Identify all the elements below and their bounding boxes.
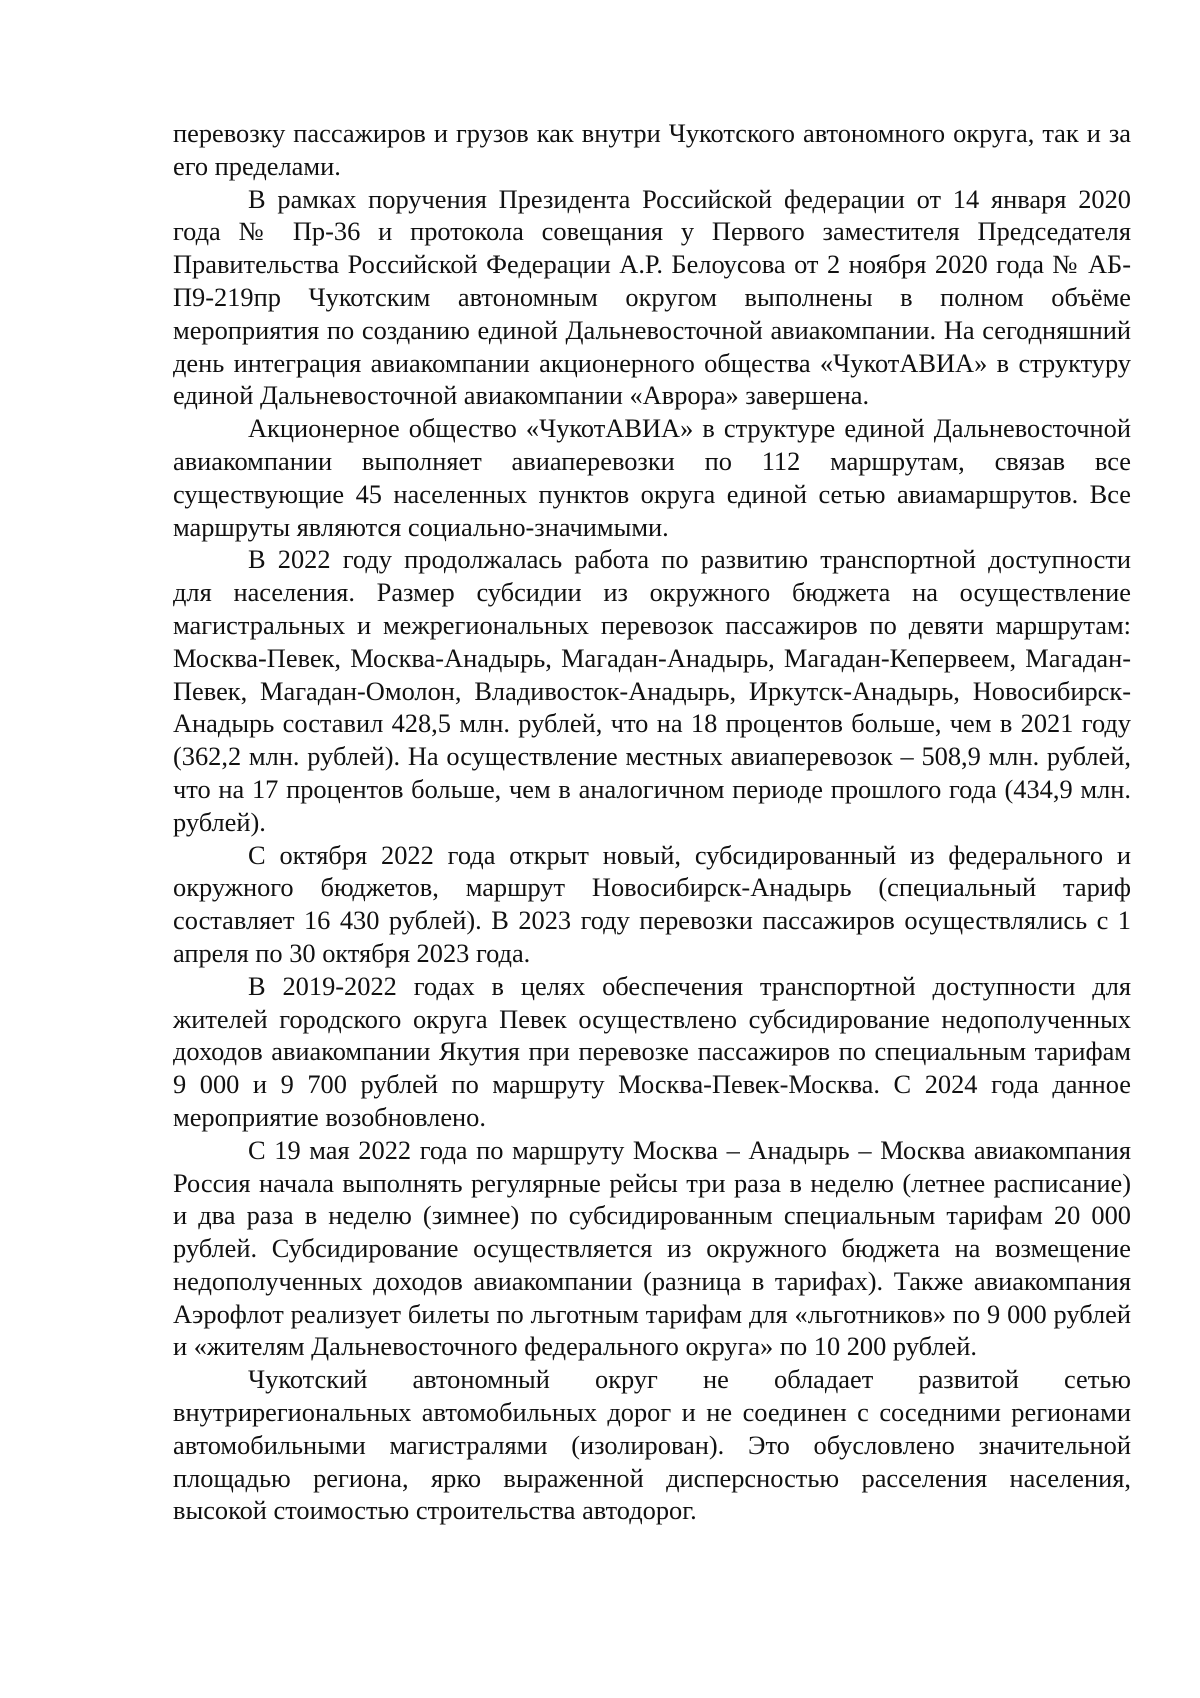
paragraph-road-network: Чукотский автономный округ не обладает развитой сетью внутрирегиональных автомобильных дорог и не соединен с соседними регионами автомобильными магистралями (изолирован). Это обусловлено значительной площадью региона, ярко выраженной дисперсностью расселения населения, высокой стоимостью строительства автодорог. [173, 1364, 1131, 1526]
paragraph-continuation: перевозку пассажиров и грузов как внутри Чукотского автономного округа, так и за его пределами. [173, 118, 1131, 181]
paragraph-chukotavia-routes: Акционерное общество «ЧукотАВИА» в структуре единой Дальневосточной авиакомпании выполняет авиаперевозки по 112 маршрутам, связав все существующие 45 населенных пунктов округа единой сетью авиамаршрутов. Все маршруты являются социально-значимыми. [173, 413, 1131, 542]
paragraph-subsidies-2022: В 2022 году продолжалась работа по развитию транспортной доступности для населения. Размер субсидии из окружного бюджета на осуществление магистральных и межрегиональных перевозок пассажиров по девяти маршрутам: Москва-Певек, Москва-Анадырь, Магадан-Анадырь, Магадан-Кепервеем, Магадан-Певек, Магадан-Омолон, Владивосток-Анадырь, Иркутск-Анадырь, Новосибирск-Анадырь составил 428,5 млн. рублей, что на 18 процентов больше, чем в 2021 году (362,2 млн. рублей). На осуществление местных авиаперевозок – 508,9 млн. рублей, что на 17 процентов больше, чем в аналогичном периоде прошлого года (434,9 млн. рублей). [173, 544, 1131, 837]
paragraph-moscow-anadyr-flights: С 19 мая 2022 года по маршруту Москва – Анадырь – Москва авиакомпания Россия начала выполнять регулярные рейсы три раза в неделю (летнее расписание) и два раза в неделю (зимнее) по субсидированным специальным тарифам 20 000 рублей. Субсидирование осуществляется из окружного бюджета на возмещение недополученных доходов авиакомпании (разница в тарифах). Также авиакомпания Аэрофлот реализует билеты по льготным тарифам для «льготников» по 9 000 рублей и «жителям Дальневосточного федерального округа» по 10 200 рублей. [173, 1134, 1131, 1362]
paragraph-pevek-subsidy: В 2019-2022 годах в целях обеспечения транспортной доступности для жителей городского округа Певек осуществлено субсидирование недополученных доходов авиакомпании Якутия при перевозке пассажиров по специальным тарифам 9 000 и 9 700 рублей по маршруту Москва-Певек-Москва. С 2024 года данное мероприятие возобновлено. [173, 970, 1131, 1132]
document-body [173, 117, 1131, 1527]
paragraph-novosibirsk-route: С октября 2022 года открыт новый, субсидированный из федерального и окружного бюджетов, маршрут Новосибирск-Анадырь (специальный тариф составляет 16 430 рублей). В 2023 году перевозки пассажиров осуществлялись с 1 апреля по 30 октября 2023 года. [173, 839, 1131, 968]
paragraph-airline-integration: В рамках поручения Президента Российской федерации от 14 января 2020 года № Пр-36 и протокола совещания у Первого заместителя Председателя Правительства Российской Федерации А.Р. Белоусова от 2 ноября 2020 года № АБ-П9-219пр Чукотским автономным округом выполнены в полном объёме мероприятия по созданию единой Дальневосточной авиакомпании. На сегодняшний день интеграция авиакомпании акционерного общества «ЧукотАВИА» в структуру единой Дальневосточной авиакомпании «Аврора» завершена. [173, 183, 1131, 411]
